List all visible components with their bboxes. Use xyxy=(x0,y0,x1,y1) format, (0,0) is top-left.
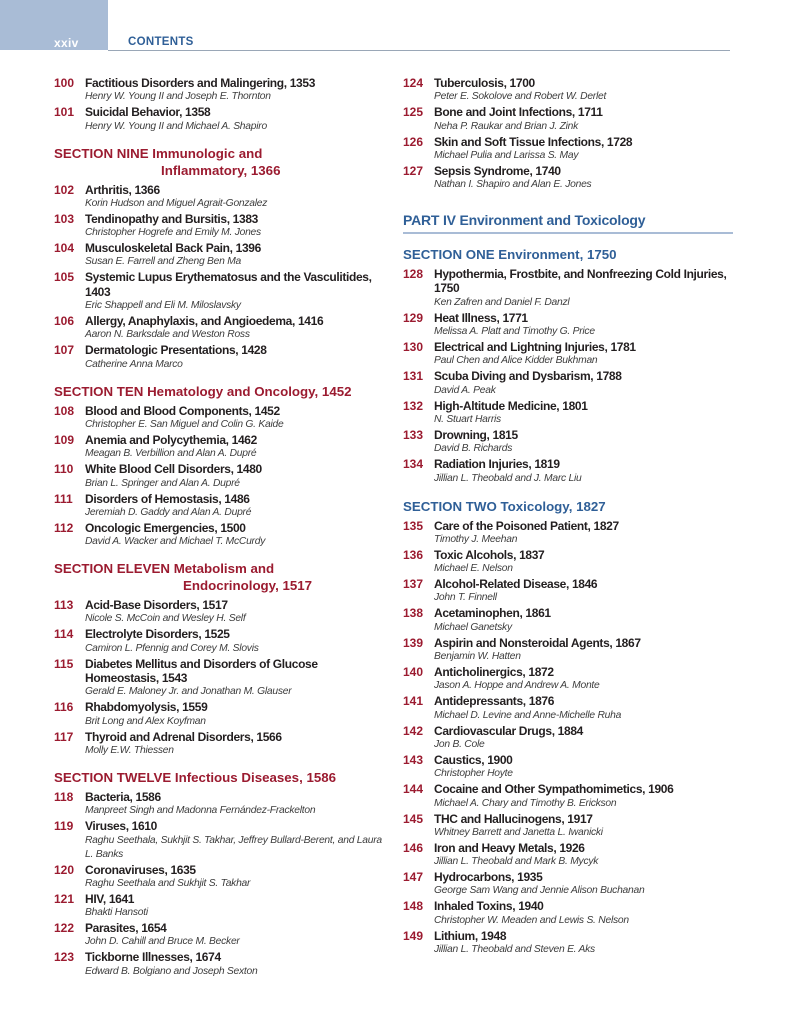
chapter-authors: Camiron L. Pfennig and Corey M. Slovis xyxy=(85,642,259,654)
toc-group xyxy=(403,519,733,957)
toc-entry-body xyxy=(434,636,733,664)
chapter-title: Arthritis, 1366 xyxy=(85,182,160,197)
toc-entry xyxy=(403,606,733,634)
chapter-number: 101 xyxy=(54,105,75,120)
toc-entry-body xyxy=(85,212,384,240)
toc-entry-body xyxy=(434,519,733,547)
chapter-authors: N. Stuart Harris xyxy=(434,413,501,425)
toc-entry-body xyxy=(434,548,733,576)
toc-entry xyxy=(54,700,384,728)
chapter-authors: Aaron N. Barksdale and Weston Ross xyxy=(85,329,250,341)
chapter-number: 100 xyxy=(54,76,75,90)
chapter-title: Parasites, 1654 xyxy=(85,921,167,936)
section-heading: SECTION TWO Toxicology, 1827 xyxy=(403,498,606,514)
section-heading-line: Endocrinology, 1517 xyxy=(183,578,313,594)
toc-entry-body xyxy=(434,76,733,104)
chapter-number: 120 xyxy=(54,862,75,877)
chapter-authors: Gerald E. Maloney Jr. and Jonathan M. Glauser xyxy=(85,686,292,698)
toc-entry xyxy=(403,135,733,163)
chapter-title: THC and Hallucinogens, 1917 xyxy=(434,811,593,826)
part-heading: PART IV Environment and Toxicology xyxy=(403,212,733,234)
chapter-number: 126 xyxy=(403,134,424,149)
chapter-title: Dermatologic Presentations, 1428 xyxy=(85,343,267,358)
running-head: CONTENTS xyxy=(128,36,194,48)
chapter-title: Electrolyte Disorders, 1525 xyxy=(85,627,230,642)
toc-entry-body xyxy=(85,404,384,432)
toc-entry-body xyxy=(85,627,384,655)
toc-entry-body xyxy=(434,665,733,693)
chapter-number: 128 xyxy=(403,267,424,282)
toc-entry-body xyxy=(85,433,384,461)
chapter-number: 134 xyxy=(403,457,424,472)
chapter-title: Tickborne Illnesses, 1674 xyxy=(85,950,221,965)
chapter-number: 124 xyxy=(403,76,424,90)
toc-entry-body xyxy=(434,457,733,485)
chapter-authors: Christopher Hogrefe and Emily M. Jones xyxy=(85,227,261,239)
chapter-authors: Michael Ganetsky xyxy=(434,621,512,633)
chapter-authors: Raghu Seethala, Sukhjit S. Takhar, Jeffrey Bullard-Berent, and Laura L. Banks xyxy=(85,834,382,860)
chapter-authors: Timothy J. Meehan xyxy=(434,533,518,545)
chapter-title: Aspirin and Nonsteroidal Agents, 1867 xyxy=(434,635,641,650)
chapter-number: 132 xyxy=(403,398,424,413)
chapter-number: 123 xyxy=(54,950,75,965)
chapter-title: Oncologic Emergencies, 1500 xyxy=(85,520,246,535)
toc-entry xyxy=(54,404,384,432)
section-heading: SECTION TEN Hematology and Oncology, 1452 xyxy=(54,383,352,399)
chapter-number: 113 xyxy=(54,598,74,613)
toc-entry-body xyxy=(85,700,384,728)
chapter-number: 140 xyxy=(403,665,424,680)
toc-entry xyxy=(403,870,733,898)
toc-entry xyxy=(54,950,384,978)
toc-entry xyxy=(403,428,733,456)
chapter-title: Scuba Diving and Dysbarism, 1788 xyxy=(434,369,622,384)
toc-entry-body xyxy=(85,492,384,520)
chapter-number: 102 xyxy=(54,182,75,197)
chapter-authors: Eric Shappell and Eli M. Miloslavsky xyxy=(85,300,241,312)
chapter-title: Musculoskeletal Back Pain, 1396 xyxy=(85,241,261,256)
chapter-title: Allergy, Anaphylaxis, and Angioedema, 1416 xyxy=(85,314,324,329)
chapter-title: White Blood Cell Disorders, 1480 xyxy=(85,462,262,477)
toc-entry xyxy=(54,921,384,949)
chapter-number: 121 xyxy=(54,891,75,906)
toc-entry-body xyxy=(434,812,733,840)
toc-entry xyxy=(403,577,733,605)
toc-group xyxy=(54,790,384,979)
section-heading xyxy=(54,560,384,594)
chapter-title: Hydrocarbons, 1935 xyxy=(434,870,543,885)
chapter-title: Drowning, 1815 xyxy=(434,427,518,442)
chapter-number: 131 xyxy=(403,369,424,384)
chapter-number: 114 xyxy=(54,627,74,642)
chapter-title: Disorders of Hemostasis, 1486 xyxy=(85,491,250,506)
chapter-title: Hypothermia, Frostbite, and Nonfreezing Cold Injuries, 1750 xyxy=(434,267,727,296)
chapter-title: Antidepressants, 1876 xyxy=(434,694,555,709)
chapter-number: 130 xyxy=(403,340,424,355)
toc-entry-body xyxy=(85,657,384,700)
chapter-title: Tuberculosis, 1700 xyxy=(434,76,535,90)
chapter-number: 119 xyxy=(54,819,74,834)
chapter-authors: Manpreet Singh and Madonna Fernández-Frackelton xyxy=(85,805,316,817)
toc-entry-body xyxy=(85,950,384,978)
toc-entry-body xyxy=(434,577,733,605)
chapter-authors: David B. Richards xyxy=(434,443,513,455)
toc-entry xyxy=(403,665,733,693)
chapter-authors: David A. Peak xyxy=(434,384,496,396)
toc-entry xyxy=(403,724,733,752)
toc-entry-body xyxy=(85,183,384,211)
toc-entry-body xyxy=(434,929,733,957)
chapter-number: 135 xyxy=(403,518,424,533)
chapter-title: Suicidal Behavior, 1358 xyxy=(85,105,211,120)
chapter-number: 136 xyxy=(403,547,424,562)
page-number: xxiv xyxy=(54,36,79,50)
chapter-authors: Michael A. Chary and Timothy B. Erickson xyxy=(434,797,617,809)
toc-entry-body xyxy=(85,105,384,133)
chapter-title: HIV, 1641 xyxy=(85,891,135,906)
chapter-authors: Peter E. Sokolove and Robert W. Derlet xyxy=(434,91,607,103)
chapter-number: 122 xyxy=(54,921,75,936)
toc-entry-body xyxy=(85,730,384,758)
toc-entry-body xyxy=(434,369,733,397)
section-heading-line: SECTION ELEVEN Metabolism and xyxy=(54,561,275,577)
toc-entry-body xyxy=(85,863,384,891)
toc-entry xyxy=(54,183,384,211)
toc-entry xyxy=(403,841,733,869)
chapter-title: Iron and Heavy Metals, 1926 xyxy=(434,840,585,855)
chapter-title: Diabetes Mellitus and Disorders of Glucose Homeostasis, 1543 xyxy=(85,656,318,686)
chapter-authors: Christopher E. San Miguel and Colin G. Kaide xyxy=(85,418,284,430)
chapter-authors: Susan E. Farrell and Zheng Ben Ma xyxy=(85,256,242,268)
chapter-number: 108 xyxy=(54,403,75,418)
chapter-authors: Nicole S. McCoin and Wesley H. Self xyxy=(85,613,246,625)
chapter-number: 129 xyxy=(403,310,424,325)
chapter-number: 109 xyxy=(54,432,75,447)
chapter-title: Radiation Injuries, 1819 xyxy=(434,457,560,472)
toc-entry xyxy=(54,492,384,520)
chapter-number: 142 xyxy=(403,723,424,738)
chapter-title: Lithium, 1948 xyxy=(434,928,507,943)
chapter-number: 103 xyxy=(54,211,75,226)
toc-entry-body xyxy=(434,164,733,192)
toc-entry xyxy=(403,636,733,664)
toc-entry-body xyxy=(434,311,733,339)
chapter-title: Blood and Blood Components, 1452 xyxy=(85,403,280,418)
chapter-authors: Michael D. Levine and Anne-Michelle Ruha xyxy=(434,709,622,721)
toc-entry-body xyxy=(434,135,733,163)
chapter-title: Rhabdomyolysis, 1559 xyxy=(85,700,208,715)
chapter-title: High-Altitude Medicine, 1801 xyxy=(434,398,588,413)
chapter-title: Acid-Base Disorders, 1517 xyxy=(85,598,228,613)
chapter-authors: Jillian L. Theobald and J. Marc Liu xyxy=(434,472,582,484)
toc-entry xyxy=(403,340,733,368)
chapter-number: 116 xyxy=(54,700,74,715)
chapter-authors: Catherine Anna Marco xyxy=(85,358,183,370)
chapter-number: 104 xyxy=(54,241,75,256)
chapter-title: Viruses, 1610 xyxy=(85,819,157,834)
toc-entry-body xyxy=(434,399,733,427)
chapter-number: 115 xyxy=(54,656,74,671)
toc-entry xyxy=(54,819,384,861)
section-heading: SECTION ONE Environment, 1750 xyxy=(403,247,617,263)
toc-entry xyxy=(54,598,384,626)
toc-entry xyxy=(403,929,733,957)
chapter-authors: Edward B. Bolgiano and Joseph Sexton xyxy=(85,965,258,977)
chapter-authors: Brian L. Springer and Alan A. Dupré xyxy=(85,477,240,489)
toc-entry-body xyxy=(434,753,733,781)
chapter-authors: Paul Chen and Alice Kidder Bukhman xyxy=(434,355,598,367)
toc-entry xyxy=(54,627,384,655)
chapter-number: 141 xyxy=(403,694,424,709)
toc-entry-body xyxy=(85,270,384,313)
chapter-number: 106 xyxy=(54,314,75,329)
chapter-authors: Jon B. Cole xyxy=(434,738,485,750)
toc-group xyxy=(403,267,733,485)
toc-group xyxy=(54,76,384,134)
section-heading: SECTION TWELVE Infectious Diseases, 1586 xyxy=(54,769,337,785)
chapter-number: 117 xyxy=(54,729,74,744)
chapter-number: 112 xyxy=(54,520,74,535)
chapter-title: Factitious Disorders and Malingering, 1353 xyxy=(85,76,316,90)
toc-entry-body xyxy=(434,899,733,927)
chapter-title: Thyroid and Adrenal Disorders, 1566 xyxy=(85,729,282,744)
toc-entry xyxy=(403,164,733,192)
chapter-authors: Brit Long and Alex Koyfman xyxy=(85,715,206,727)
toc-entry xyxy=(403,369,733,397)
toc-entry xyxy=(403,548,733,576)
chapter-authors: Henry W. Young II and Joseph E. Thornton xyxy=(85,91,271,103)
toc-entry-body xyxy=(434,606,733,634)
chapter-title: Anticholinergics, 1872 xyxy=(434,665,554,680)
chapter-number: 147 xyxy=(403,870,424,885)
chapter-number: 145 xyxy=(403,811,424,826)
toc-entry-body xyxy=(434,694,733,722)
chapter-title: Skin and Soft Tissue Infections, 1728 xyxy=(434,134,633,149)
chapter-number: 139 xyxy=(403,635,424,650)
chapter-authors: Meagan B. Verbillion and Alan A. Dupré xyxy=(85,448,257,460)
toc-entry xyxy=(54,270,384,313)
chapter-title: Electrical and Lightning Injuries, 1781 xyxy=(434,340,636,355)
right-column xyxy=(403,76,733,958)
chapter-authors: Ken Zafren and Daniel F. Danzl xyxy=(434,296,570,308)
toc-entry-body xyxy=(85,314,384,342)
chapter-number: 144 xyxy=(403,782,424,797)
toc-entry xyxy=(403,399,733,427)
toc-entry xyxy=(54,343,384,371)
toc-entry-body xyxy=(85,343,384,371)
toc-entry-body xyxy=(434,870,733,898)
chapter-authors: Benjamin W. Hatten xyxy=(434,651,521,663)
chapter-authors: Christopher Hoyte xyxy=(434,768,513,780)
toc-entry xyxy=(54,521,384,549)
toc-group xyxy=(54,404,384,549)
chapter-authors: Jeremiah D. Gaddy and Alan A. Dupré xyxy=(85,506,252,518)
chapter-authors: John D. Cahill and Bruce M. Becker xyxy=(85,936,240,948)
toc-entry-body xyxy=(434,428,733,456)
chapter-title: Coronaviruses, 1635 xyxy=(85,862,196,877)
toc-entry xyxy=(54,730,384,758)
chapter-authors: Michael E. Nelson xyxy=(434,563,513,575)
toc-entry xyxy=(54,892,384,920)
chapter-title: Systemic Lupus Erythematosus and the Vasculitides, 1403 xyxy=(85,270,372,299)
toc-entry xyxy=(54,863,384,891)
chapter-number: 110 xyxy=(54,462,74,477)
chapter-number: 105 xyxy=(54,270,75,285)
section-heading-line: Inflammatory, 1366 xyxy=(161,162,281,178)
toc-entry-body xyxy=(85,241,384,269)
chapter-number: 107 xyxy=(54,343,75,358)
toc-entry xyxy=(403,753,733,781)
toc-entry xyxy=(403,267,733,310)
toc-entry-body xyxy=(434,782,733,810)
toc-group xyxy=(54,183,384,372)
chapter-title: Heat Illness, 1771 xyxy=(434,310,528,325)
toc-group xyxy=(54,598,384,758)
section-heading-line: SECTION NINE Immunologic and xyxy=(54,145,263,161)
toc-entry-body xyxy=(434,340,733,368)
chapter-number: 146 xyxy=(403,840,424,855)
chapter-authors: Nathan I. Shapiro and Alan E. Jones xyxy=(434,179,592,191)
header-rule xyxy=(108,50,730,51)
toc-entry xyxy=(54,314,384,342)
toc-entry xyxy=(403,76,733,104)
chapter-title: Acetaminophen, 1861 xyxy=(434,606,551,621)
section-heading xyxy=(54,145,384,179)
chapter-number: 111 xyxy=(54,491,73,506)
toc-entry-body xyxy=(85,598,384,626)
chapter-authors: Jason A. Hoppe and Andrew A. Monte xyxy=(434,680,600,692)
chapter-number: 127 xyxy=(403,163,424,178)
toc-entry-body xyxy=(85,76,384,104)
chapter-authors: Christopher W. Meaden and Lewis S. Nelson xyxy=(434,914,629,926)
toc-entry-body xyxy=(85,892,384,920)
toc-entry-body xyxy=(85,790,384,818)
chapter-authors: Neha P. Raukar and Brian J. Zink xyxy=(434,120,579,132)
chapter-title: Anemia and Polycythemia, 1462 xyxy=(85,432,257,447)
toc-entry xyxy=(403,519,733,547)
chapter-authors: Raghu Seethala and Sukhjit S. Takhar xyxy=(85,877,251,889)
chapter-authors: Molly E.W. Thiessen xyxy=(85,744,174,756)
chapter-title: Alcohol-Related Disease, 1846 xyxy=(434,577,598,592)
toc-entry-body xyxy=(85,819,384,861)
chapter-authors: David A. Wacker and Michael T. McCurdy xyxy=(85,536,266,548)
toc-entry xyxy=(403,899,733,927)
toc-entry xyxy=(403,782,733,810)
toc-entry xyxy=(403,105,733,133)
chapter-title: Bone and Joint Infections, 1711 xyxy=(434,105,603,120)
chapter-number: 118 xyxy=(54,789,74,804)
chapter-number: 137 xyxy=(403,577,424,592)
chapter-authors: Melissa A. Platt and Timothy G. Price xyxy=(434,326,595,338)
toc-entry-body xyxy=(85,462,384,490)
chapter-authors: Korin Hudson and Miguel Agrait-Gonzalez xyxy=(85,197,268,209)
toc-entry xyxy=(403,311,733,339)
toc-entry xyxy=(403,694,733,722)
toc-entry xyxy=(54,76,384,104)
toc-entry xyxy=(403,812,733,840)
chapter-authors: Bhakti Hansoti xyxy=(85,907,148,919)
toc-entry xyxy=(54,212,384,240)
chapter-number: 138 xyxy=(403,606,424,621)
toc-entry-body xyxy=(434,105,733,133)
chapter-title: Bacteria, 1586 xyxy=(85,789,161,804)
chapter-authors: Henry W. Young II and Michael A. Shapiro xyxy=(85,120,267,132)
chapter-title: Sepsis Syndrome, 1740 xyxy=(434,163,561,178)
chapter-title: Cardiovascular Drugs, 1884 xyxy=(434,723,583,738)
toc-entry xyxy=(403,457,733,485)
chapter-number: 125 xyxy=(403,105,424,120)
toc-entry xyxy=(54,462,384,490)
toc-entry-body xyxy=(85,921,384,949)
toc-entry xyxy=(54,657,384,700)
chapter-number: 148 xyxy=(403,899,424,914)
toc-entry xyxy=(54,105,384,133)
chapter-title: Caustics, 1900 xyxy=(434,752,513,767)
chapter-title: Cocaine and Other Sympathomimetics, 1906 xyxy=(434,782,674,797)
chapter-title: Inhaled Toxins, 1940 xyxy=(434,899,544,914)
chapter-title: Toxic Alcohols, 1837 xyxy=(434,547,545,562)
toc-entry xyxy=(54,241,384,269)
chapter-authors: Jillian L. Theobald and Steven E. Aks xyxy=(434,944,595,956)
left-column xyxy=(54,76,384,980)
chapter-authors: John T. Finnell xyxy=(434,592,497,604)
toc-entry-body xyxy=(434,267,733,310)
toc-entry xyxy=(54,433,384,461)
chapter-title: Care of the Poisoned Patient, 1827 xyxy=(434,518,619,533)
chapter-authors: Jillian L. Theobald and Mark B. Mycyk xyxy=(434,856,599,868)
chapter-number: 133 xyxy=(403,427,424,442)
chapter-title: Tendinopathy and Bursitis, 1383 xyxy=(85,211,258,226)
toc-entry xyxy=(54,790,384,818)
chapter-number: 143 xyxy=(403,752,424,767)
toc-group xyxy=(403,76,733,192)
toc-entry-body xyxy=(434,841,733,869)
chapter-authors: Whitney Barrett and Janetta L. Iwanicki xyxy=(434,826,603,838)
chapter-authors: Michael Pulia and Larissa S. May xyxy=(434,149,579,161)
toc-entry-body xyxy=(85,521,384,549)
toc-entry-body xyxy=(434,724,733,752)
chapter-number: 149 xyxy=(403,928,424,943)
chapter-authors: George Sam Wang and Jennie Alison Buchanan xyxy=(434,885,645,897)
